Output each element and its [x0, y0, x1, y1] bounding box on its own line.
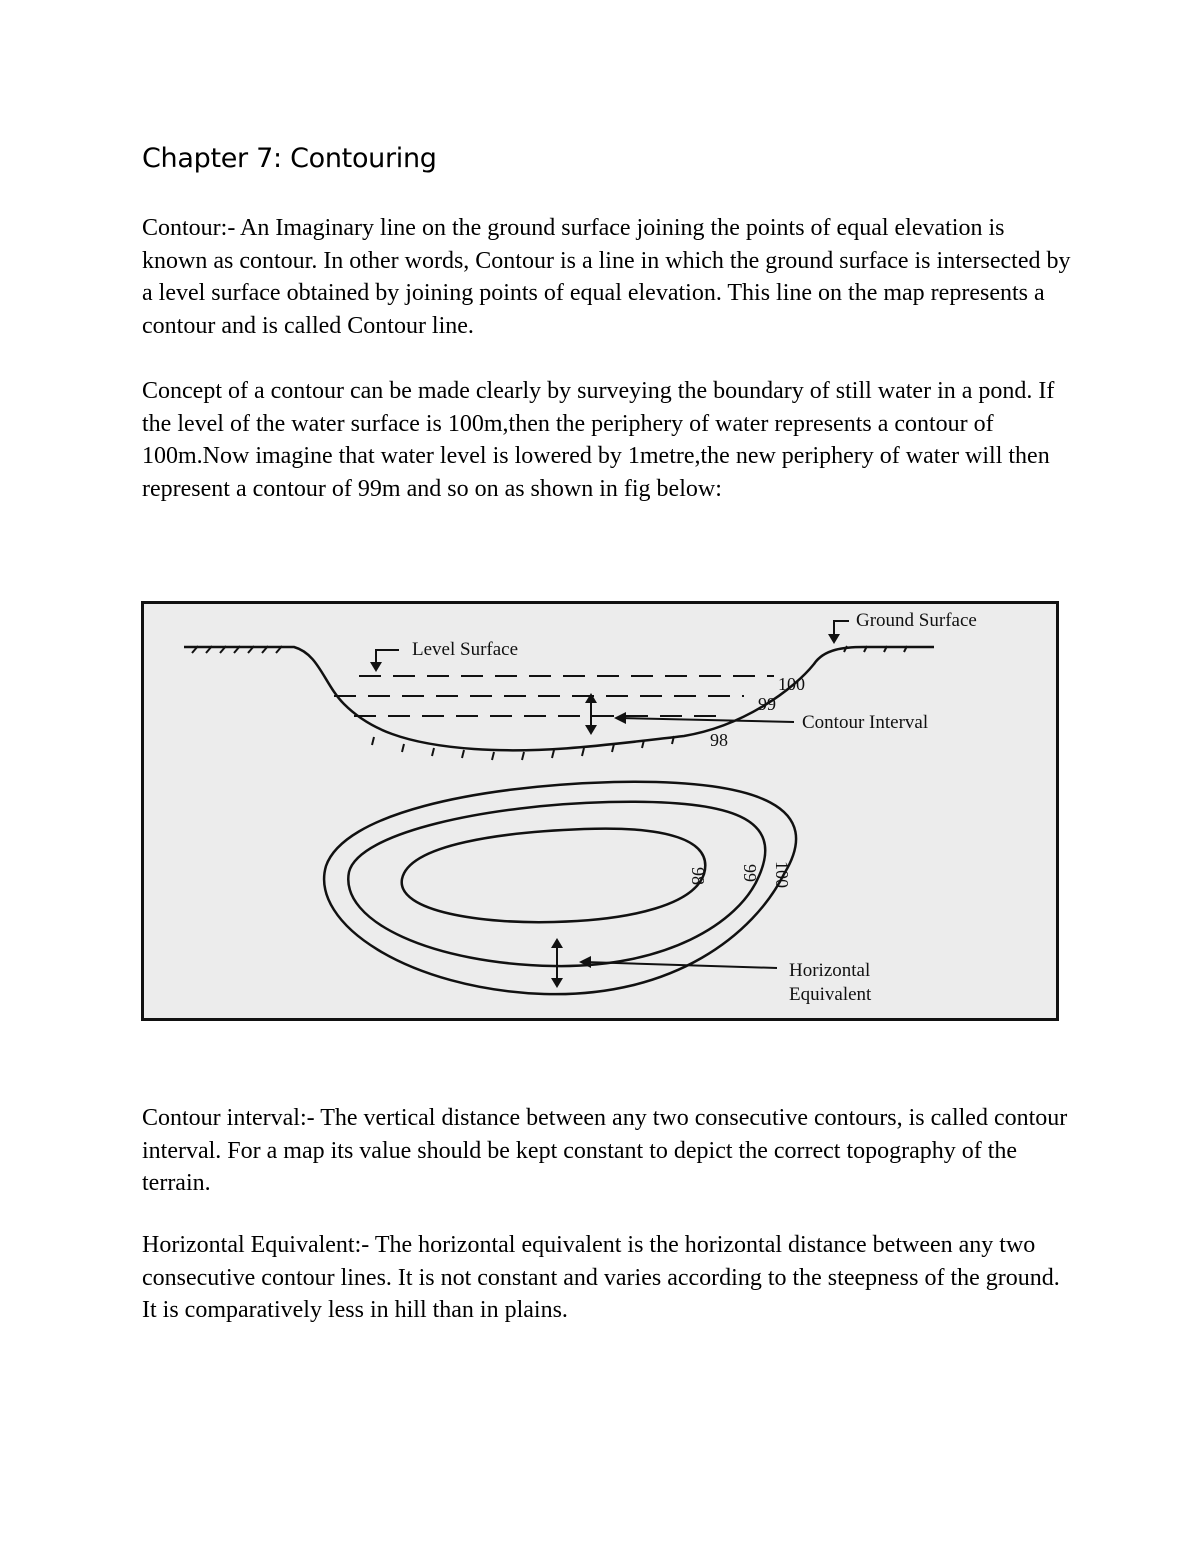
plan-label-100: 100: [772, 861, 792, 888]
horizontal-equivalent-label-line2: Equivalent: [789, 984, 872, 1005]
contour-interval-arrow-top: [585, 693, 597, 703]
horizontal-equivalent-label-line1: Horizontal: [789, 960, 871, 981]
plan-contour-98: [402, 829, 706, 923]
level-label-98: 98: [710, 730, 728, 750]
contour-interval-pointer: [619, 718, 794, 722]
level-label-100: 100: [778, 674, 805, 694]
plan-contour-100: [324, 782, 796, 994]
horizontal-equivalent-arrow-bottom: [551, 978, 563, 988]
contour-figure: [141, 601, 1059, 1021]
level-label-99: 99: [758, 694, 776, 714]
contour-interval-pointer-head: [614, 712, 626, 724]
contour-concept-paragraph: Concept of a contour can be made clearly by surveying the boundary of still water in a pond. If the level of the water surface is 100m,then the periphery of water represents a contour of 100m.Now imagine that water level is lowered by 1metre,the new periphery of water will then represent a contour of 99m and so on as shown in fig below:: [142, 378, 1055, 502]
horizontal-equivalent-paragraph: Horizontal Equivalent:- The horizontal equivalent is the horizontal distance between any two consecutive contour lines. It is not constant and varies according to the steepness of the ground. It is comparatively less in hill than in plains.: [142, 1232, 1060, 1324]
contour-definition-paragraph: Contour:- An Imaginary line on the ground surface joining the points of equal elevation is known as contour. In other words, Contour is a line in which the ground surface is intersected by a level surface obtained by joining points of equal elevation. This line on the map represents a contour and is called Contour line.: [142, 215, 1071, 339]
contour-interval-arrow-bottom: [585, 725, 597, 735]
level-surface-label: Level Surface: [412, 639, 519, 660]
contour-interval-label: Contour Interval: [802, 712, 929, 733]
level-surface-arrowhead: [370, 662, 382, 672]
ground-hatching-bottom: [372, 736, 674, 760]
plan-label-99: 99: [740, 864, 760, 882]
ground-profile-line: [184, 647, 934, 750]
page-title: Chapter 7: Contouring: [142, 143, 437, 174]
horizontal-equivalent-arrow-top: [551, 938, 563, 948]
contour-diagram: [144, 604, 1056, 1018]
ground-surface-label: Ground Surface: [856, 610, 977, 631]
contour-interval-paragraph: Contour interval:- The vertical distance between any two consecutive contours, is called contour interval. For a map its value should be kept constant to depict the correct topography of the terrain.: [142, 1105, 1068, 1197]
ground-surface-arrowhead: [828, 634, 840, 644]
horizontal-equivalent-pointer: [584, 962, 777, 968]
plan-label-98: 98: [688, 867, 708, 885]
